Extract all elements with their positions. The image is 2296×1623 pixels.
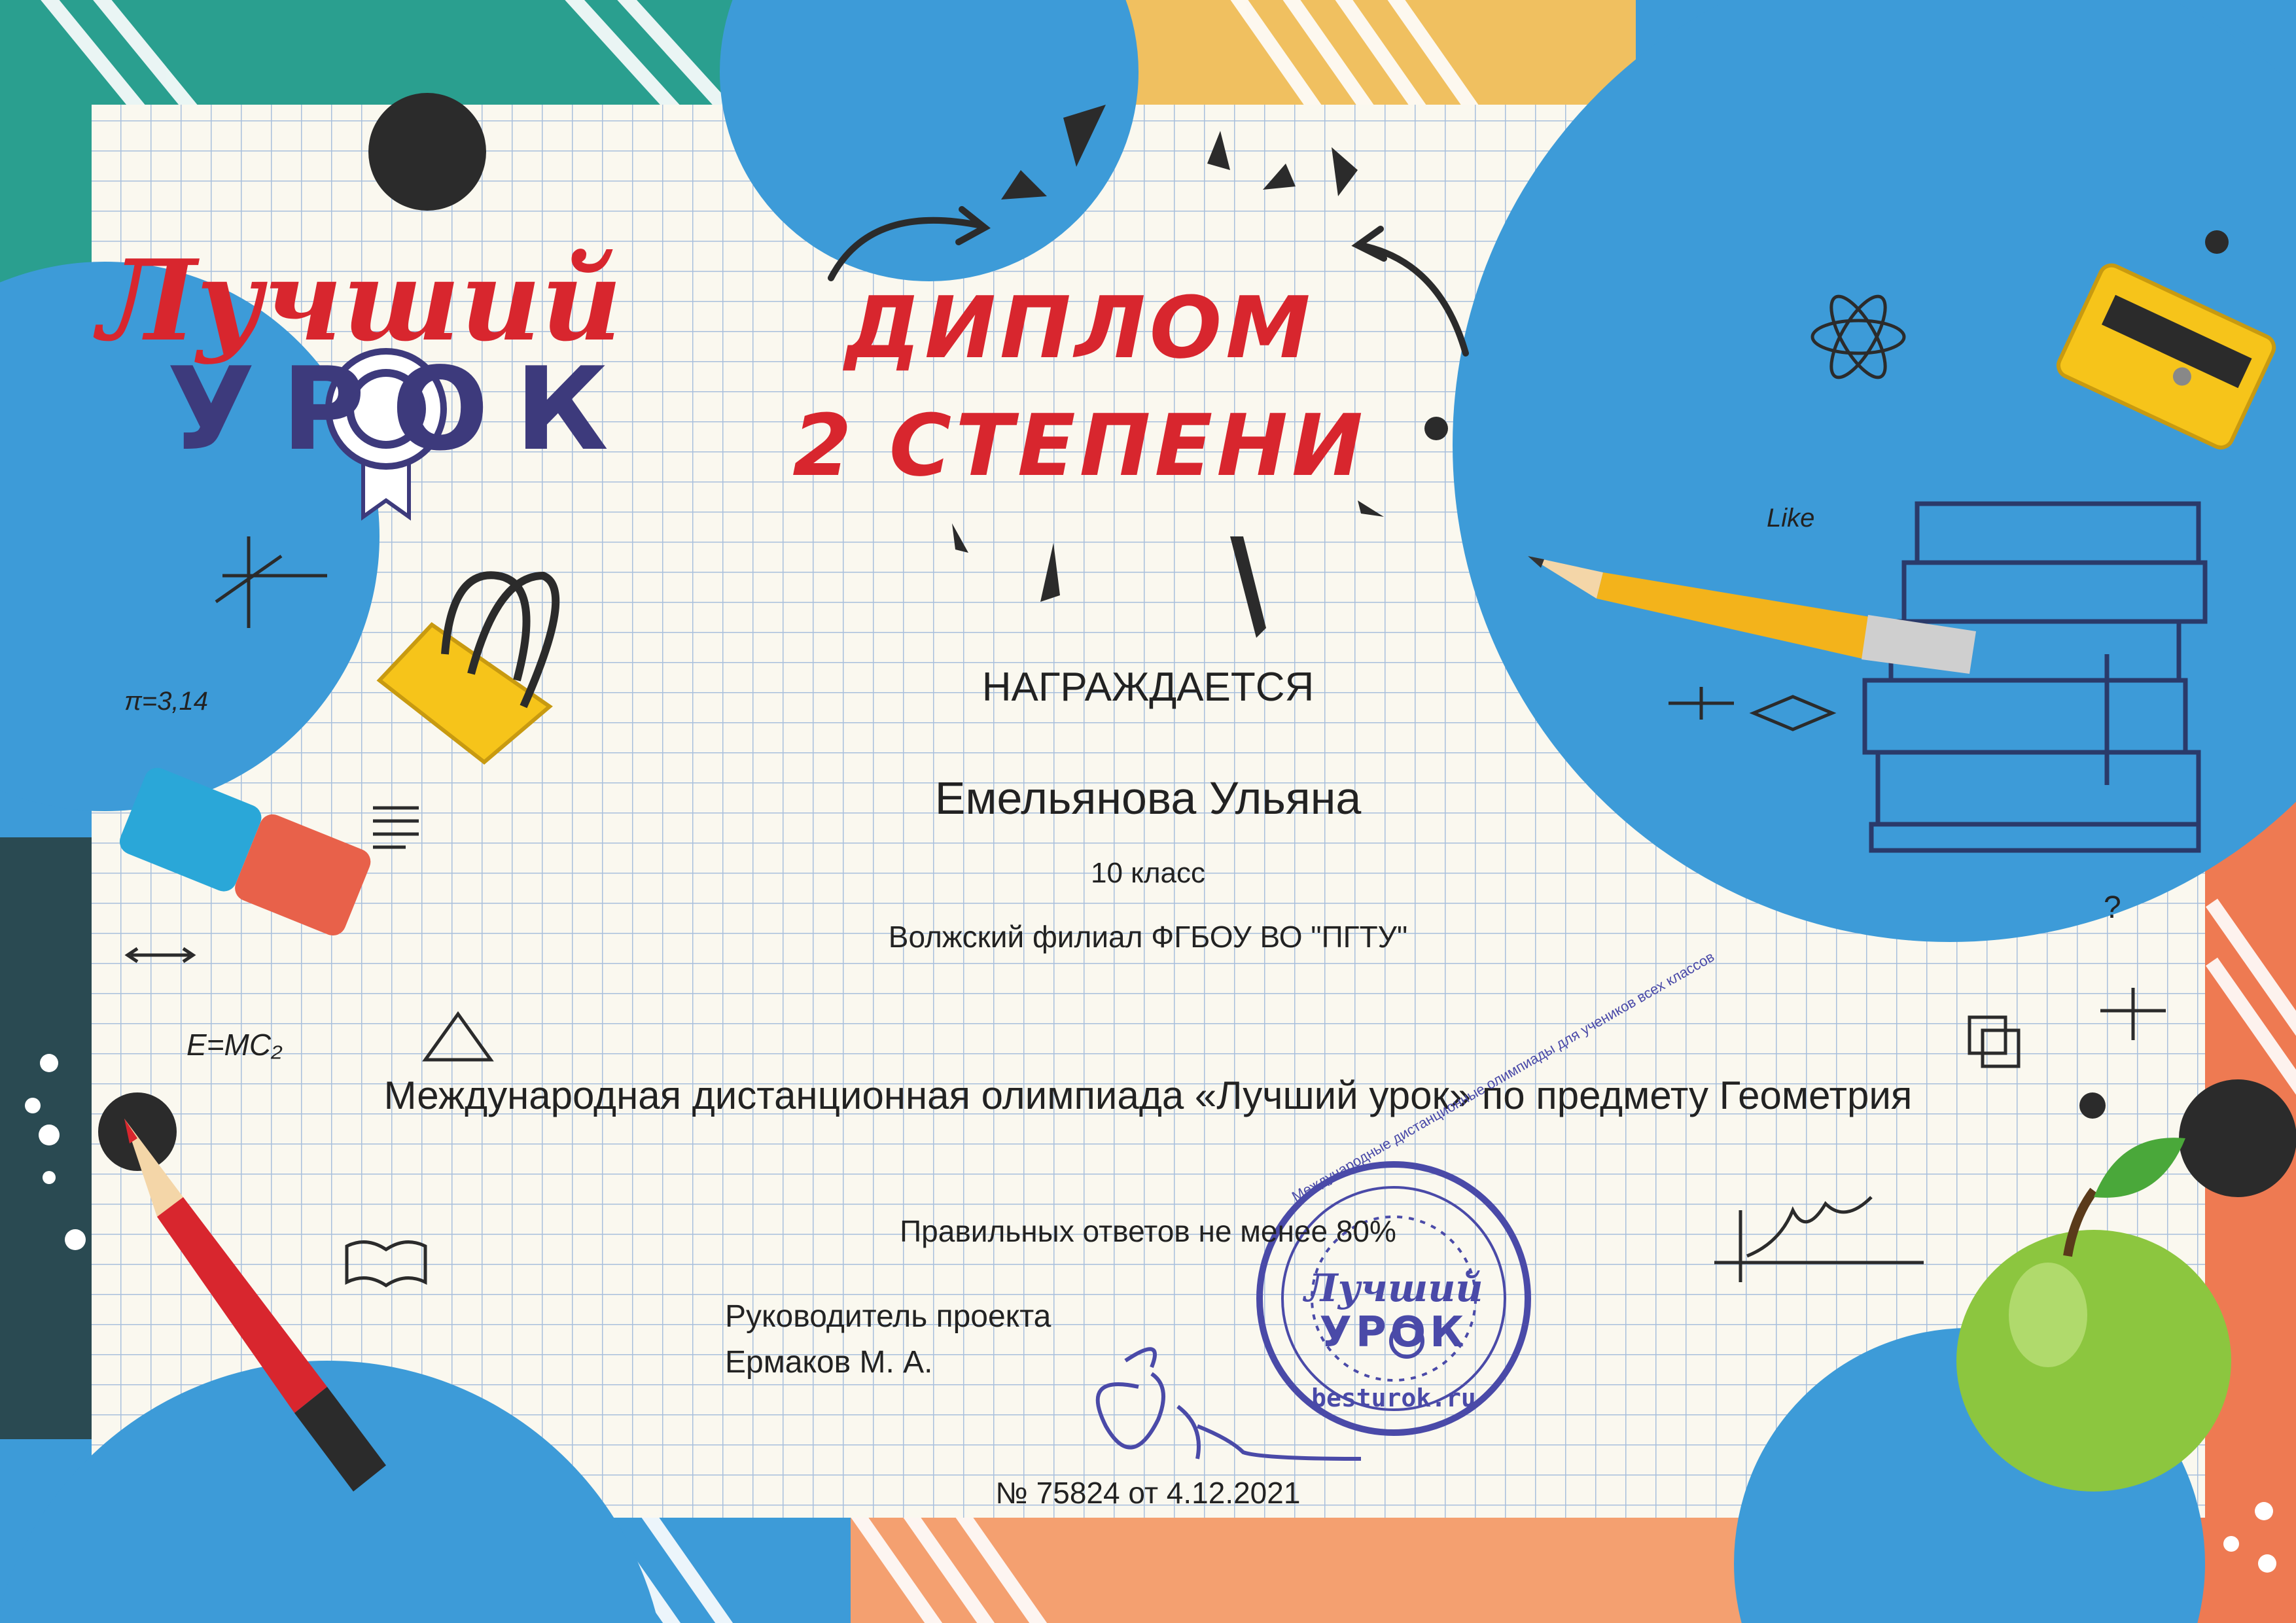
stamp-ring-text: Международные дистанционные олимпиады для учеников всех классов [1289, 948, 1718, 1205]
signer-role: Руководитель проекта [725, 1299, 1051, 1334]
signer-name: Ермаков М. А. [725, 1345, 933, 1380]
stamp-line1: Лучший [1304, 1266, 1483, 1310]
event-title: Международная дистанционная олимпиада «Лучший урок» по предмету Геометрия [383, 1073, 1913, 1117]
logo-line1: Лучший [98, 236, 622, 366]
certificate-number: № 75824 от 4.12.2021 [995, 1476, 1301, 1510]
recipient-grade: 10 класс [1090, 857, 1206, 889]
question-doodle: ? [2104, 890, 2121, 925]
awarded-label: НАГРАЖДАЕТСЯ [981, 665, 1315, 710]
like-doodle: Like [1767, 504, 1815, 532]
emc-doodle: E=MC₂ [186, 1028, 283, 1062]
stamp-line2: УРОК [1319, 1308, 1468, 1357]
recipient-name: Емельянова Ульяна [934, 773, 1362, 824]
diploma-degree: 2 СТЕПЕНИ [792, 396, 1367, 495]
logo-line2: УРОК [167, 343, 635, 476]
pi-doodle: π=3,14 [124, 687, 209, 716]
recipient-institution: Волжский филиал ФГБОУ ВО "ПГТУ" [888, 920, 1408, 954]
stamp-site: besturok.ru [1311, 1384, 1476, 1412]
result-text: Правильных ответов не менее 80% [900, 1214, 1396, 1248]
diploma-title: ДИПЛОМ [845, 278, 1315, 377]
